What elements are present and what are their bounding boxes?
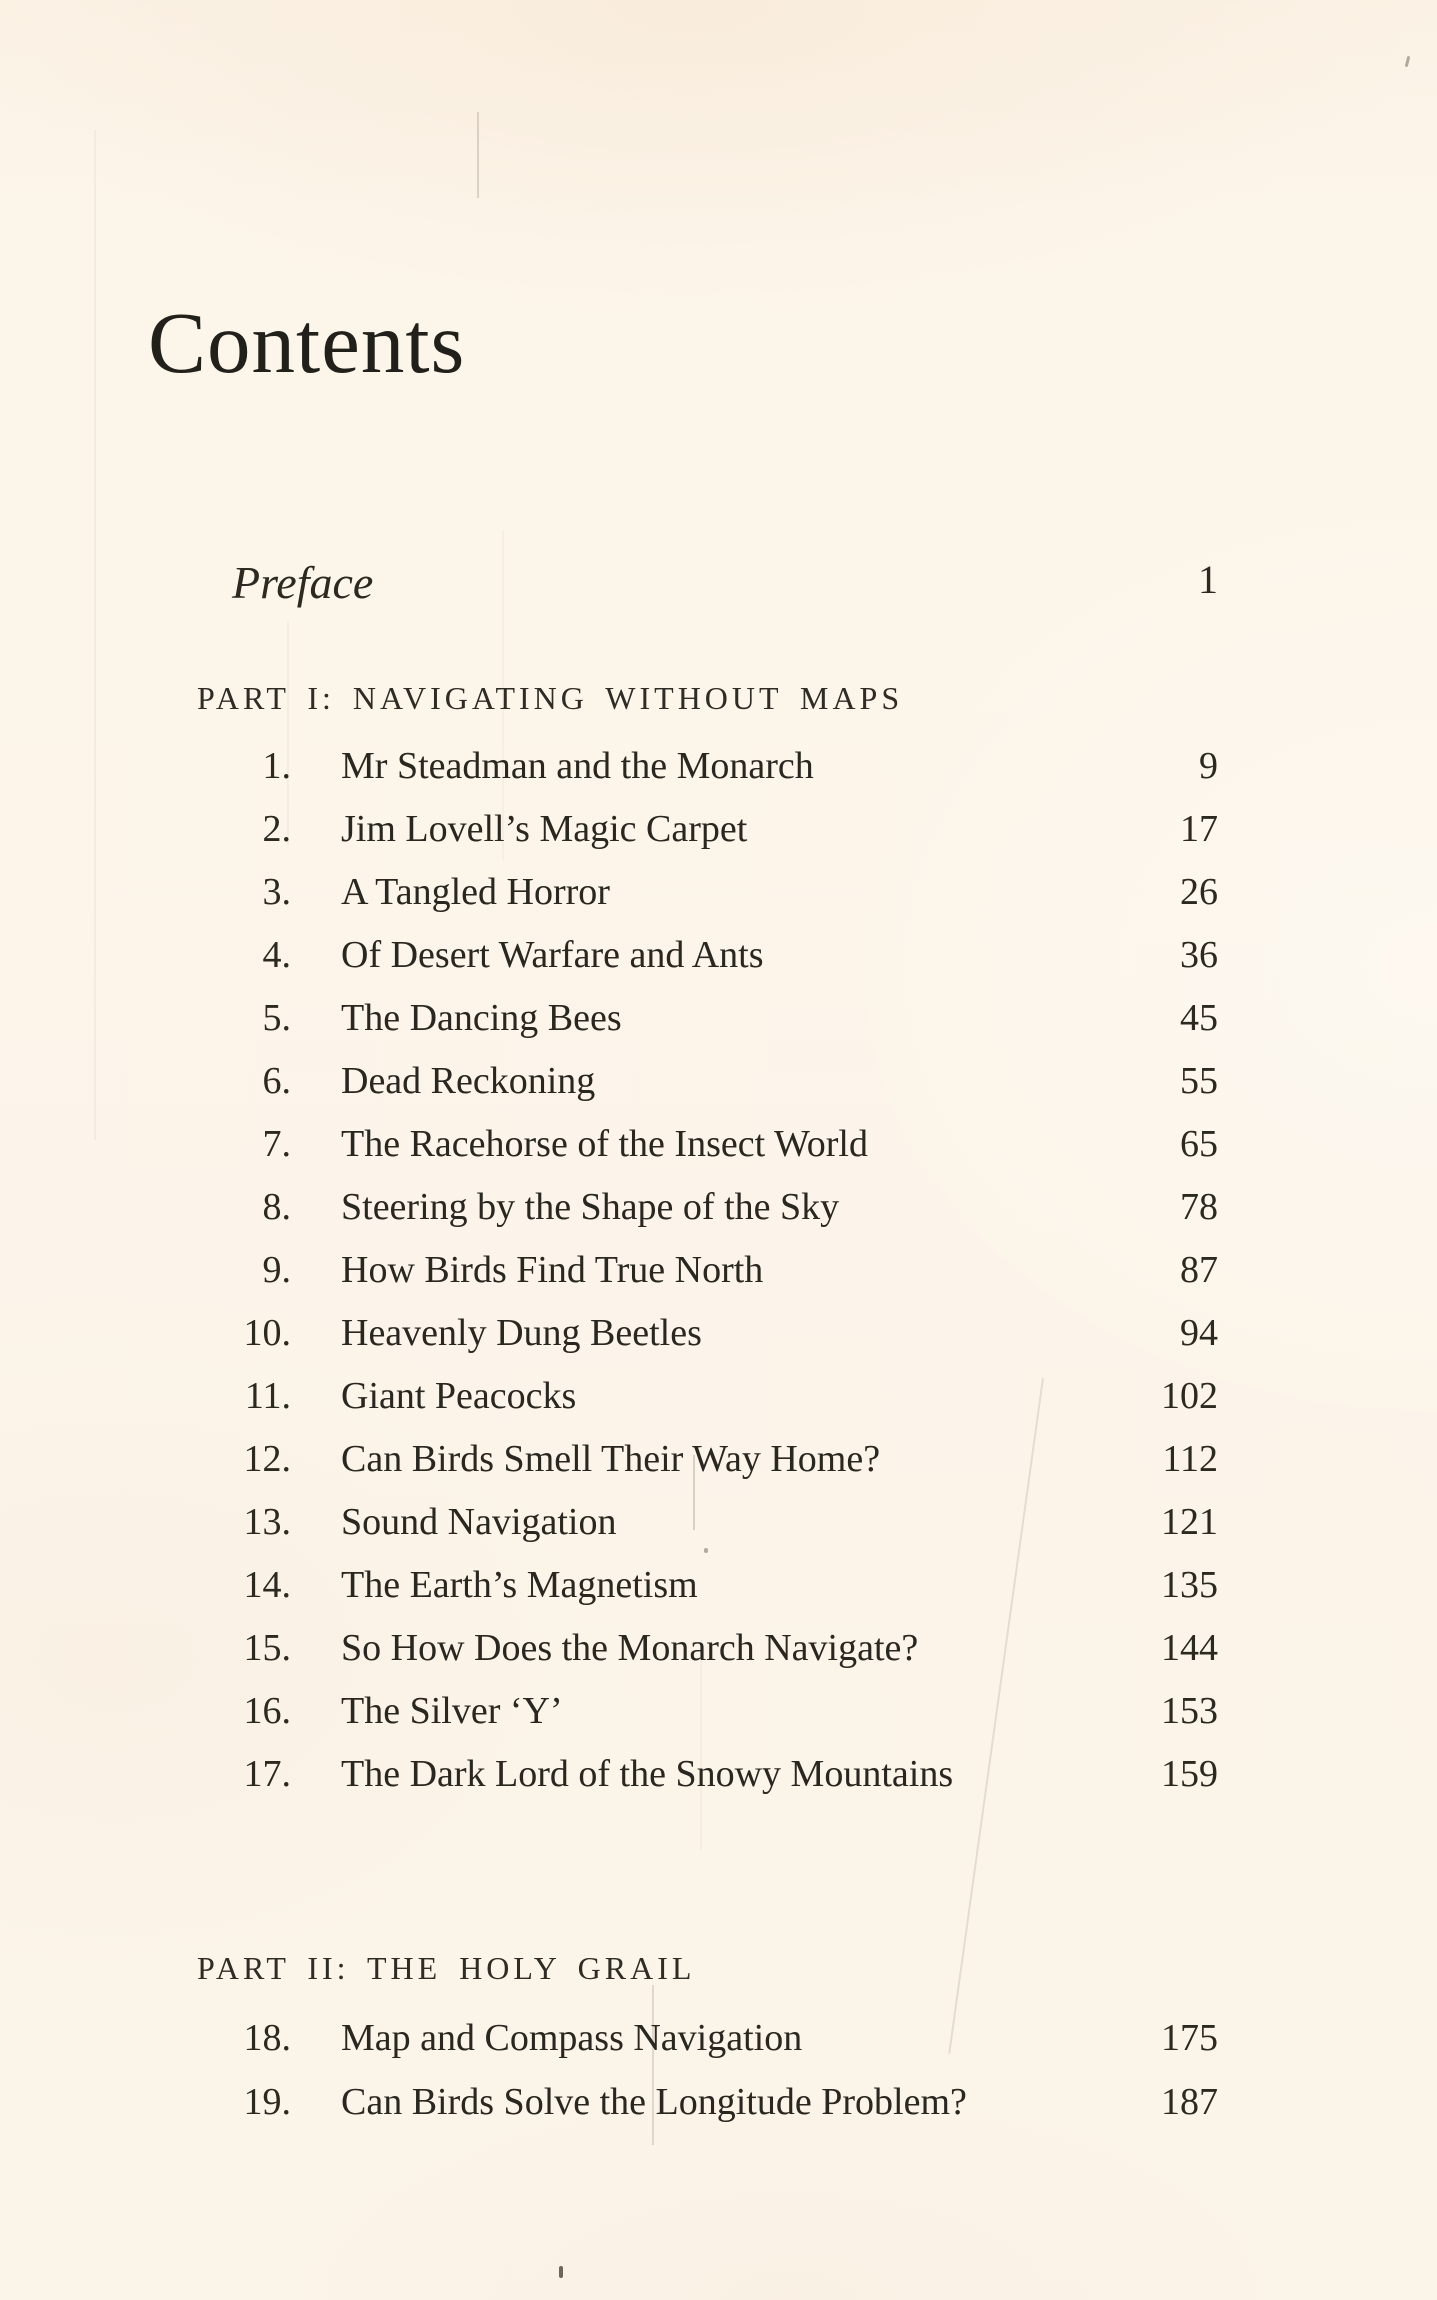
toc-row bbox=[0, 1125, 1437, 1185]
scan-crease bbox=[477, 112, 479, 198]
chapter-number: 10. bbox=[243, 1312, 291, 1354]
chapter-title: Can Birds Solve the Longitude Problem? bbox=[341, 2081, 967, 2123]
chapter-title: The Dancing Bees bbox=[341, 997, 622, 1039]
page-number: 112 bbox=[1162, 1438, 1218, 1480]
chapter-number: 14. bbox=[243, 1564, 291, 1606]
page-number: 144 bbox=[1161, 1627, 1218, 1669]
scan-speck bbox=[1405, 56, 1411, 67]
chapter-title: A Tangled Horror bbox=[341, 871, 610, 913]
chapter-title: Of Desert Warfare and Ants bbox=[341, 934, 764, 976]
toc-row bbox=[0, 2083, 1437, 2143]
chapter-number: 3. bbox=[262, 871, 291, 913]
toc-row bbox=[0, 999, 1437, 1059]
chapter-title: Steering by the Shape of the Sky bbox=[341, 1186, 840, 1228]
chapter-title: The Earth’s Magnetism bbox=[341, 1564, 698, 1606]
page-number: 87 bbox=[1180, 1249, 1218, 1291]
toc-row bbox=[0, 936, 1437, 996]
toc-row bbox=[0, 1188, 1437, 1248]
chapter-number: 16. bbox=[243, 1690, 291, 1732]
page-number: 153 bbox=[1161, 1690, 1218, 1732]
preface-label: Preface bbox=[232, 557, 374, 608]
chapter-title: Mr Steadman and the Monarch bbox=[341, 745, 814, 787]
chapter-number: 8. bbox=[262, 1186, 291, 1228]
page-number: 1 bbox=[1198, 557, 1218, 602]
toc-row bbox=[0, 1251, 1437, 1311]
chapter-number: 2. bbox=[262, 808, 291, 850]
page-number: 94 bbox=[1180, 1312, 1218, 1354]
chapter-title: Can Birds Smell Their Way Home? bbox=[341, 1438, 881, 1480]
page-number: 135 bbox=[1161, 1564, 1218, 1606]
toc-row bbox=[0, 2019, 1437, 2079]
toc-row bbox=[0, 810, 1437, 870]
page-number: 17 bbox=[1180, 808, 1218, 850]
page-number: 55 bbox=[1180, 1060, 1218, 1102]
page-number: 159 bbox=[1161, 1753, 1218, 1795]
chapter-title: So How Does the Monarch Navigate? bbox=[341, 1627, 919, 1669]
part-heading-row bbox=[0, 1952, 1437, 2012]
chapter-number: 5. bbox=[262, 997, 291, 1039]
toc-row bbox=[0, 1377, 1437, 1437]
page-number: 36 bbox=[1180, 934, 1218, 976]
part-heading: PART II: THE HOLY GRAIL bbox=[197, 1950, 696, 1986]
toc-row-preface bbox=[0, 557, 1437, 620]
chapter-title: Giant Peacocks bbox=[341, 1375, 577, 1417]
part-heading-row bbox=[0, 682, 1437, 742]
scan-speck bbox=[559, 2266, 563, 2278]
page-number: 78 bbox=[1180, 1186, 1218, 1228]
toc-row bbox=[0, 873, 1437, 933]
page-number: 45 bbox=[1180, 997, 1218, 1039]
chapter-number: 19. bbox=[243, 2081, 291, 2123]
toc-row bbox=[0, 1440, 1437, 1500]
chapter-number: 1. bbox=[262, 745, 291, 787]
toc-row bbox=[0, 1629, 1437, 1689]
page-title: Contents bbox=[148, 294, 466, 391]
chapter-number: 11. bbox=[244, 1375, 291, 1417]
toc-row bbox=[0, 1503, 1437, 1563]
toc-row bbox=[0, 747, 1437, 807]
page-number: 175 bbox=[1161, 2017, 1218, 2059]
chapter-title: How Birds Find True North bbox=[341, 1249, 764, 1291]
chapter-number: 6. bbox=[262, 1060, 291, 1102]
chapter-number: 4. bbox=[262, 934, 291, 976]
page-number: 9 bbox=[1199, 745, 1218, 787]
chapter-title: Heavenly Dung Beetles bbox=[341, 1312, 702, 1354]
page-number: 26 bbox=[1180, 871, 1218, 913]
chapter-number: 15. bbox=[243, 1627, 291, 1669]
page-number: 121 bbox=[1161, 1501, 1218, 1543]
toc-row bbox=[0, 1062, 1437, 1122]
toc-row bbox=[0, 1692, 1437, 1752]
chapter-number: 17. bbox=[243, 1753, 291, 1795]
chapter-number: 7. bbox=[262, 1123, 291, 1165]
chapter-number: 9. bbox=[262, 1249, 291, 1291]
chapter-number: 13. bbox=[243, 1501, 291, 1543]
toc-row bbox=[0, 1314, 1437, 1374]
chapter-title: The Silver ‘Y’ bbox=[341, 1690, 563, 1732]
page-number: 65 bbox=[1180, 1123, 1218, 1165]
chapter-number: 12. bbox=[243, 1438, 291, 1480]
chapter-title: Dead Reckoning bbox=[341, 1060, 596, 1102]
toc-row bbox=[0, 1755, 1437, 1815]
chapter-title: Sound Navigation bbox=[341, 1501, 617, 1543]
toc-row bbox=[0, 1566, 1437, 1626]
chapter-title: Map and Compass Navigation bbox=[341, 2017, 803, 2059]
chapter-title: Jim Lovell’s Magic Carpet bbox=[341, 808, 748, 850]
part-heading: PART I: NAVIGATING WITHOUT MAPS bbox=[197, 680, 904, 716]
chapter-title: The Racehorse of the Insect World bbox=[341, 1123, 868, 1165]
page-number: 102 bbox=[1161, 1375, 1218, 1417]
chapter-title: The Dark Lord of the Snowy Mountains bbox=[341, 1753, 954, 1795]
chapter-number: 18. bbox=[243, 2017, 291, 2059]
page-number: 187 bbox=[1161, 2081, 1218, 2123]
